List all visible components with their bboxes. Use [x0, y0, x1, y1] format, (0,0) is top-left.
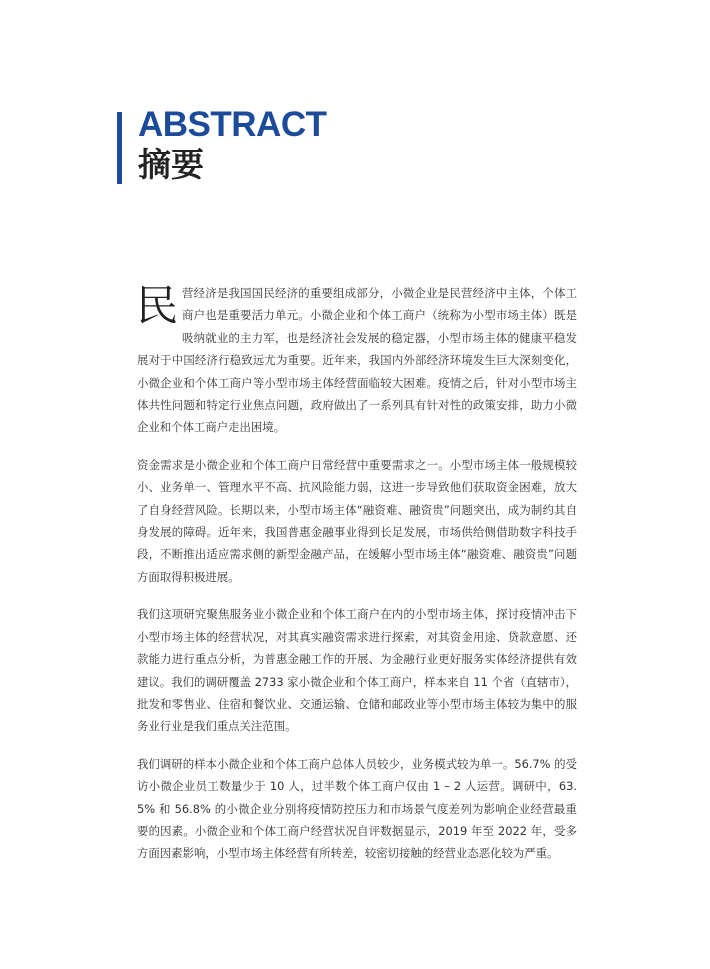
- drop-cap: 民: [136, 281, 179, 330]
- page-title: ABSTRACT: [138, 105, 327, 144]
- heading-accent-bar: [117, 112, 122, 184]
- abstract-body: [137, 282, 577, 880]
- paragraph-1-text: 营经济是我国国民经济的重要组成部分，小微企业是民营经济中主体，个体工商户也是重要活力单元。小微企业和个体工商户（统称为小型市场主体）既是吸纳就业的主力军，也是经济社会发展的稳定器，小型市场主体的健康平稳发展对于中国经济行稳致远尤为重要。近年来，我国内外部经济环境发生巨大深刻变化，小微企业和个体工商户等小型市场主体经营面临较大困难。疫情之后，针对小型市场主体共性问题和特定行业焦点问题，政府做出了一系列具有针对性的政策安排，助力小微企业和个体工商户走出困境。: [137, 286, 577, 435]
- paragraph-3: 我们这项研究聚焦服务业小微企业和个体工商户在内的小型市场主体，探讨疫情冲击下小型市场主体的经营状况，对其真实融资需求进行探索，对其资金用途、贷款意愿、还款能力进行重点分析，为普惠金融工作的开展、为金融行业更好服务实体经济提供有效建议。我们的调研覆盖 2733 家小微企业和个体工商户，样本来自 11 个省（直辖市），批发和零售业、住宿和餐饮业、交通运输、仓储和邮政业等小型市场主体较为集中的服务业行业是我们重点关注范围。: [137, 607, 577, 734]
- paragraph-2: 资金需求是小微企业和个体工商户日常经营中重要需求之一。小型市场主体一般规模较小、业务单一、管理水平不高、抗风险能力弱，这进一步导致他们获取资金困难，放大了自身经营风险。长期以来，小型市场主体“融资难、融资贵”问题突出，成为制约其自身发展的障碍。近年来，我国普惠金融事业得到长足发展，市场供给侧借助数字科技手段，不断推出适应需求侧的新型金融产品，在缓解小型市场主体“融资难、融资贵”问题方面取得积极进展。: [137, 457, 577, 584]
- page-subtitle: 摘要: [138, 145, 204, 184]
- paragraph-4: 我们调研的样本小微企业和个体工商户总体人员较少，业务模式较为单一。56.7% 的受访小微企业员工数量少于 10 人，过半数个体工商户仅由 1 – 2 人运营。调研中，63.5% 和 56.8% 的小微企业分别将疫情防控压力和市场景气度差列为影响企业经营最重要的因素。小微企业和个体工商户经营状况自评数据显示，2019 年至 2022 年，受多方面因素影响，小型市场主体经营有所转差，较密切接触的经营业态恶化较为严重。: [137, 756, 577, 861]
- paragraph-1: [137, 282, 577, 439]
